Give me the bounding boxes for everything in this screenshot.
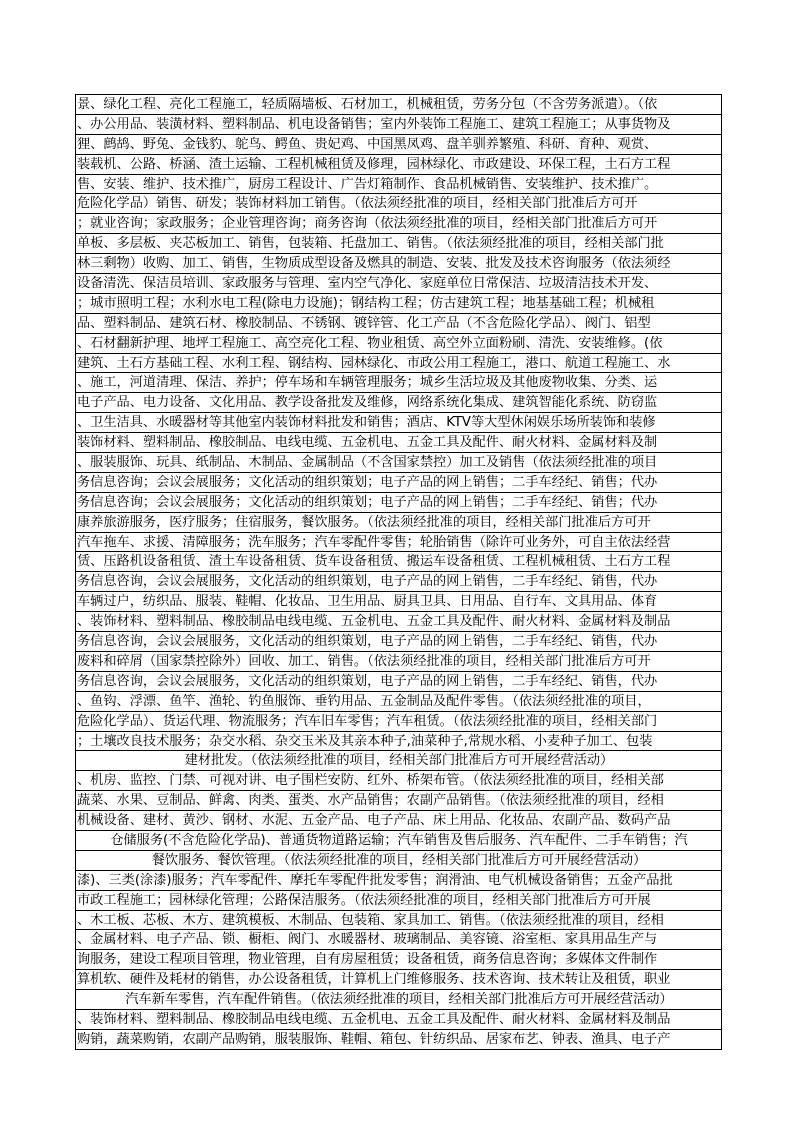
table-row[interactable]: 询服务，建设工程项目管理，物业管理，自有房屋租赁；设备租赁，商务信息咨询；多媒体文件制作 (76, 950, 721, 970)
table-row[interactable]: ；土壤改良技术服务；杂交水稻、杂交玉米及其亲本种子,油菜种子,常规水稻、小麦种子加工、包装 (76, 732, 721, 752)
table-row[interactable]: 、卫生洁具、水暖器材等其他室内装饰材料批发和销售；酒店、KTV等大型休闲娱乐场所装饰和装修 (76, 413, 721, 433)
table-row[interactable]: 危险化学品）、货运代理、物流服务；汽车旧车零售；汽车租赁。（依法须经批准的项目，经相关部门 (76, 712, 721, 732)
table-row[interactable]: 、木工板、芯板、木方、建筑模板、木制品、包装箱、家具加工、销售。（依法须经批准的项目，经相 (76, 911, 721, 931)
table-row[interactable]: 设备清洗、保洁员培训、家政服务与管理、室内空气净化、家庭单位日常保洁、垃圾清洁技术开发、 (76, 274, 721, 294)
table-row[interactable]: 机械设备、建材、黄沙、钢材、水泥、五金产品、电子产品、床上用品、化妆品、农副产品、数码产品 (76, 811, 721, 831)
table-row[interactable]: 务信息咨询，会议会展服务，文化活动的组织策划，电子产品的网上销售，二手车经纪、销售，代办 (76, 632, 721, 652)
table-row[interactable]: 车辆过户，纺织品、服装、鞋帽、化妆品、卫生用品、厨具卫具、日用品、自行车、文具用品、体育 (76, 592, 721, 612)
table-row[interactable]: 漆)、三类(涂漆)服务；汽车零配件、摩托车零配件批发零售；润滑油、电气机械设备销售；五金产品批 (76, 871, 721, 891)
table-row[interactable]: 装载机、公路、桥涵、渣土运输、工程机械租赁及修理，园林绿化、市政建设、环保工程，土石方工程 (76, 155, 721, 175)
table-row[interactable]: ；就业咨询；家政服务；企业管理咨询；商务咨询（依法须经批准的项目，经相关部门批准后方可开 (76, 214, 721, 234)
table-row[interactable]: 、装饰材料、塑料制品、橡胶制品电线电缆、五金机电、五金工具及配件、耐火材料、金属材料及制品 (76, 1010, 721, 1030)
table-row[interactable]: 汽车拖车、求援、清障服务；洗车服务；汽车零配件零售；轮胎销售（除许可业务外，可自主依法经营 (76, 533, 721, 553)
table-row[interactable]: 品、塑料制品、建筑石材、橡胶制品、不锈钢、镀锌管、化工产品（不含危险化学品）、阀门、铝型 (76, 314, 721, 334)
table-row[interactable]: 装饰材料、塑料制品、橡胶制品、电线电缆、五金机电、五金工具及配件、耐火材料、金属材料及制 (76, 433, 721, 453)
table-row[interactable]: 仓储服务(不含危险化学品)、普通货物道路运输；汽车销售及售后服务、汽车配件、二手车销售；汽 (76, 831, 721, 851)
table-row[interactable]: 电子产品、电力设备、文化用品、教学设备批发及维修，网络系统化集成、建筑智能化系统、防窃监 (76, 393, 721, 413)
table-row[interactable]: 康养旅游服务，医疗服务；住宿服务，餐饮服务。（依法须经批准的项目，经相关部门批准后方可开 (76, 513, 721, 533)
table-row[interactable]: 、金属材料、电子产品、锁、橱柜、阀门、水暖器材、玻璃制品、美容镜、浴室柜、家具用品生产与 (76, 930, 721, 950)
table-row[interactable]: 务信息咨询，会议会展服务，文化活动的组织策划，电子产品的网上销售，二手车经纪、销售，代办 (76, 572, 721, 592)
table-row[interactable]: 务信息咨询；会议会展服务；文化活动的组织策划；电子产品的网上销售；二手车经纪、销售；代办 (76, 473, 721, 493)
table-row[interactable]: 算机软、硬件及耗材的销售，办公设备租赁，计算机上门维修服务、技术咨询、技术转让及租赁，职业 (76, 970, 721, 990)
table-row[interactable]: 景、绿化工程、亮化工程施工，轻质隔墙板、石材加工，机械租赁，劳务分包（不含劳务派遣）。（依 (76, 95, 721, 115)
table-row[interactable]: 、装饰材料、塑料制品、橡胶制品电线电缆、五金机电、五金工具及配件、耐火材料、金属材料及制品 (76, 612, 721, 632)
table-row[interactable]: 狸、鹧鸪、野兔、金钱豹、鸵鸟、鳄鱼、贵妃鸡、中国黑凤鸡、盘羊驯养繁殖、科研、育种、观赏、 (76, 135, 721, 155)
table-row[interactable]: 蔬菜、水果、豆制品、鲜禽、肉类、蛋类、水产品销售；农副产品销售。（依法须经批准的项目，经相 (76, 791, 721, 811)
table-row[interactable]: 、办公用品、装潢材料、塑料制品、机电设备销售；室内外装饰工程施工、建筑工程施工；从事货物及 (76, 115, 721, 135)
table-row[interactable]: 市政工程施工；园林绿化管理；公路保洁服务。（依法须经批准的项目，经相关部门批准后方可开展 (76, 891, 721, 911)
table-row[interactable]: 、石材翻新护理、地坪工程施工、高空亮化工程、物业租赁、高空外立面粉刷、清洗、安装维修。(依 (76, 334, 721, 354)
table-row[interactable]: 建材批发。（依法须经批准的项目，经相关部门批准后方可开展经营活动） (76, 751, 721, 771)
spreadsheet-table (75, 94, 722, 1050)
table-row[interactable]: 购销，蔬菜购销，农副产品购销，服装服饰、鞋帽、箱包、针纺织品、居家布艺、钟表、渔具、电子产 (76, 1030, 721, 1050)
table-row[interactable]: 单板、多层板、夹芯板加工、销售，包装箱、托盘加工、销售。（依法须经批准的项目，经相关部门批 (76, 234, 721, 254)
table-row[interactable]: 赁、压路机设备租赁、渣土车设备租赁、货车设备租赁、搬运车设备租赁、工程机械租赁、土石方工程 (76, 552, 721, 572)
table-row[interactable]: 危险化学品）销售、研发；装饰材料加工销售。（依法须经批准的项目，经相关部门批准后方可开 (76, 194, 721, 214)
table-row[interactable]: 建筑、土石方基础工程、水利工程、钢结构、园林绿化、市政公用工程施工，港口、航道工程施工、水 (76, 354, 721, 374)
table-row[interactable]: 务信息咨询，会议会展服务，文化活动的组织策划，电子产品的网上销售，二手车经纪、销售，代办 (76, 672, 721, 692)
table-row[interactable]: 务信息咨询；会议会展服务；文化活动的组织策划；电子产品的网上销售；二手车经纪、销售；代办 (76, 493, 721, 513)
table-row[interactable]: 林三剩物）收购、加工、销售，生物质成型设备及燃具的制造、安装、批发及技术咨询服务（依法须经 (76, 254, 721, 274)
table-row[interactable]: 、服装服饰、玩具、纸制品、木制品、金属制品（不含国家禁控）加工及销售（依法须经批准的项目 (76, 453, 721, 473)
table-row[interactable]: 、施工，河道清理、保洁、养护；停车场和车辆管理服务；城乡生活垃圾及其他废物收集、分类、运 (76, 373, 721, 393)
table-row[interactable]: 餐饮服务、餐饮管理。（依法须经批准的项目，经相关部门批准后方可开展经营活动） (76, 851, 721, 871)
table-row[interactable]: ；城市照明工程；水利水电工程(除电力设施)；钢结构工程；仿古建筑工程；地基基础工程；机械租 (76, 294, 721, 314)
table-row[interactable]: 售、安装、维护、技术推广，厨房工程设计、广告灯箱制作、食品机械销售、安装维护、技术推广。 (76, 175, 721, 195)
table-row[interactable]: 废料和碎屑（国家禁控除外）回收、加工、销售。（依法须经批准的项目，经相关部门批准后方可开 (76, 652, 721, 672)
table-row[interactable]: 、鱼钩、浮漂、鱼竿、渔轮、钓鱼服饰、垂钓用品、五金制品及配件零售。（依法须经批准的项目， (76, 692, 721, 712)
table-row[interactable]: 、机房、监控、门禁、可视对讲、电子围栏安防、红外、桥架布管。（依法须经批准的项目，经相关部 (76, 771, 721, 791)
table-row[interactable]: 汽车新车零售，汽车配件销售。（依法须经批准的项目，经相关部门批准后方可开展经营活动） (76, 990, 721, 1010)
